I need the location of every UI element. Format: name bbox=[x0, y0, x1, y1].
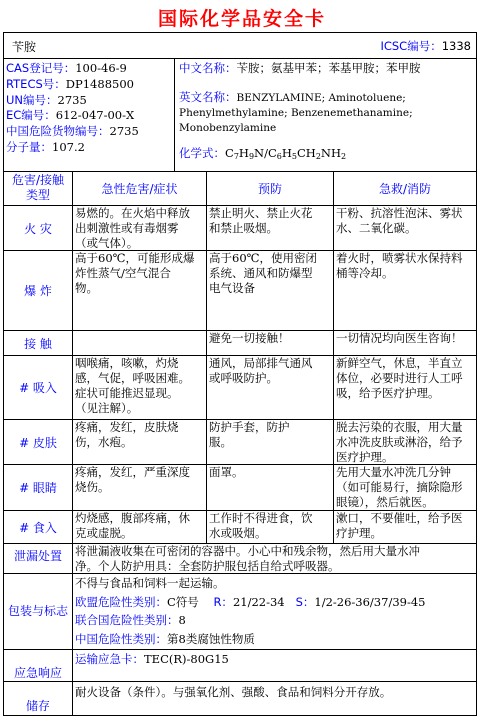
row-hazard-cell bbox=[75, 420, 205, 450]
en-name-line1: BENZYLAMINE; Aminotoluene; bbox=[236, 92, 406, 104]
cell-line: 体位，必要时进行人工呼 bbox=[336, 371, 463, 385]
eu-class-row bbox=[75, 593, 475, 612]
header-prevention: 预防 bbox=[257, 182, 282, 196]
s-value: 1/2-26-36/37/39-45 bbox=[314, 594, 426, 609]
identifier-value: 2735 bbox=[57, 92, 87, 107]
identifier-label: UN编号： bbox=[6, 92, 58, 107]
cell-line: 易燃的。在火焰中释放 bbox=[75, 206, 190, 220]
cell-line: 疗护理。 bbox=[336, 526, 382, 540]
row-prevention-cell bbox=[209, 465, 332, 480]
eu-class-label: 欧盟危险性类别： bbox=[75, 594, 167, 609]
cn-class-row bbox=[75, 630, 475, 649]
cell-line: 疼痛，发红，严重深度 bbox=[75, 465, 190, 479]
cell-line: 克或虚脱。 bbox=[75, 526, 133, 540]
un-class-row bbox=[75, 611, 475, 630]
cell-line: 水或吸烟。 bbox=[209, 526, 267, 540]
formula-subscript: 7 bbox=[233, 152, 239, 161]
s-label: S： bbox=[295, 594, 315, 609]
names-block bbox=[179, 61, 474, 164]
row-firstaid-cell bbox=[336, 511, 475, 541]
formula-part: NH bbox=[320, 146, 342, 160]
formula-part: H bbox=[238, 146, 249, 160]
leak-label: 泄漏处置 bbox=[13, 549, 62, 563]
cell-line: 一切情况均向医生咨询！ bbox=[336, 331, 463, 345]
icsc-number bbox=[380, 38, 471, 54]
formula-subscript: 2 bbox=[341, 152, 347, 161]
emergency-card-label: 运输应急卡： bbox=[75, 652, 144, 666]
cell-line: 水冲洗皮肤或淋浴，给予 bbox=[336, 435, 463, 449]
cell-line: 通风，局部排气通风 bbox=[209, 356, 313, 370]
row-type-label: 爆 炸 bbox=[24, 284, 52, 298]
en-name-line3: Monobenzylamine bbox=[179, 122, 277, 134]
cell-line: 服。 bbox=[209, 435, 232, 449]
divider bbox=[4, 681, 476, 682]
identifier-list bbox=[6, 61, 139, 156]
icsc-value: 1338 bbox=[441, 39, 471, 53]
icsc-label: ICSC编号： bbox=[380, 39, 442, 53]
cell-line: 禁止明火、禁止火花 bbox=[209, 206, 313, 220]
divider bbox=[4, 649, 476, 650]
identifier-label: CAS登记号： bbox=[6, 61, 76, 75]
divider bbox=[4, 58, 476, 59]
row-firstaid-cell bbox=[336, 465, 475, 510]
cell-line: 炸性蒸气/空气混合 bbox=[75, 266, 171, 280]
row-prevention-cell bbox=[209, 511, 332, 541]
cell-line: 新鲜空气，休息，半直立 bbox=[336, 356, 463, 370]
cell-line: 眼镜），然后就医。 bbox=[336, 495, 434, 509]
leak-text bbox=[75, 544, 475, 574]
identifier-row bbox=[6, 61, 139, 77]
safety-card bbox=[3, 32, 477, 716]
row-firstaid-cell bbox=[336, 206, 475, 236]
r-value: 21/22-34 bbox=[232, 594, 285, 609]
identifier-label: EC编号： bbox=[6, 108, 56, 123]
cell-line: 电气设备 bbox=[209, 281, 255, 295]
cell-line: 避免一切接触！ bbox=[209, 331, 290, 345]
formula-subscript: 2 bbox=[315, 152, 321, 161]
identifier-value: 100-46-9 bbox=[75, 61, 127, 75]
row-prevention-cell bbox=[209, 331, 332, 346]
identifier-row bbox=[6, 93, 139, 109]
eu-symbol: C符号 bbox=[167, 594, 199, 609]
identifier-value: 2735 bbox=[109, 124, 139, 139]
row-firstaid-cell bbox=[336, 251, 475, 281]
identifier-value: 107.2 bbox=[52, 139, 85, 154]
cell-line: 出刺激性或有毒烟雾 bbox=[75, 221, 179, 235]
cell-line: （见注解）。 bbox=[75, 401, 139, 415]
chemical-formula bbox=[225, 146, 346, 160]
cn-name-row bbox=[179, 61, 474, 76]
formula-part: H bbox=[281, 146, 292, 160]
cell-line: （如可能易行，摘除隐形 bbox=[336, 480, 463, 494]
identifier-value: 612-047-00-X bbox=[55, 108, 135, 123]
storage-text: 耐火设备（条件）。与强氧化剂、强酸、食品和饲料分开存放。 bbox=[75, 685, 392, 699]
divider bbox=[206, 172, 207, 543]
storage-label: 储存 bbox=[25, 699, 50, 713]
cell-line: 着火时，喷雾状水保持料 bbox=[336, 251, 463, 265]
identifier-row bbox=[6, 108, 139, 124]
cn-name-label: 中文名称： bbox=[179, 61, 237, 75]
identifier-label: 中国危险货物编号： bbox=[6, 124, 110, 139]
leak-line1: 将泄漏液收集在可密闭的容器中。小心中和残余物，然后用大量水冲 bbox=[75, 544, 420, 558]
cell-line: 灼烧感，腹部疼痛，休 bbox=[75, 511, 190, 525]
formula-label: 化学式： bbox=[179, 146, 225, 160]
identifier-label: 分子量： bbox=[6, 139, 52, 154]
cell-line: 脱去污染的衣服，用大量 bbox=[336, 420, 463, 434]
cell-line: 疼痛，发红，皮肤烧 bbox=[75, 420, 179, 434]
row-hazard-cell bbox=[75, 356, 205, 416]
divider bbox=[4, 171, 476, 172]
cell-line: 感，气促，呼吸困难。 bbox=[75, 371, 190, 385]
formula-subscript: 5 bbox=[291, 152, 297, 161]
row-type-label: 接 触 bbox=[24, 337, 52, 351]
cell-line: 工作时不得进食，饮 bbox=[209, 511, 313, 525]
header-firstaid: 急救/消防 bbox=[378, 182, 432, 196]
formula-subscript: 9 bbox=[248, 152, 255, 161]
identifier-label: RTECS号： bbox=[6, 76, 66, 91]
un-class-value: 8 bbox=[178, 613, 186, 627]
cell-line: 咽喉痛，咳嗽，灼烧 bbox=[75, 356, 179, 370]
formula-row bbox=[179, 146, 474, 164]
en-name-label: 英文名称： bbox=[179, 90, 237, 104]
packaging-text bbox=[75, 574, 475, 648]
row-prevention-cell bbox=[209, 420, 332, 450]
cell-line: 症状可能推迟显现。 bbox=[75, 386, 179, 400]
cn-class-value: 第8类腐蚀性物质 bbox=[167, 631, 255, 646]
row-firstaid-cell bbox=[336, 331, 475, 346]
row-type-label: # 食入 bbox=[19, 521, 57, 535]
cell-line: 医疗护理。 bbox=[336, 450, 394, 464]
formula-part: CH bbox=[297, 146, 316, 160]
row-hazard-cell bbox=[75, 511, 205, 541]
header-type bbox=[4, 173, 72, 203]
row-prevention-cell bbox=[209, 251, 332, 296]
emergency-text bbox=[75, 652, 475, 667]
identifier-value: DP1488500 bbox=[65, 76, 134, 91]
row-hazard-cell bbox=[75, 465, 205, 495]
cell-line: 高于60℃，可能形成爆 bbox=[75, 251, 195, 265]
cell-line: 伤，水疱。 bbox=[75, 435, 133, 449]
header-type-line1: 危害/接触 bbox=[11, 173, 65, 187]
formula-part: C bbox=[225, 146, 234, 160]
row-firstaid-cell bbox=[336, 356, 475, 401]
header-hazard: 急性危害/症状 bbox=[101, 182, 178, 196]
row-hazard-cell bbox=[75, 251, 205, 296]
divider bbox=[72, 543, 73, 715]
cell-line: 先用大量水冲洗几分钟 bbox=[336, 465, 451, 479]
packaging-line1: 不得与食品和饲料一起运输。 bbox=[75, 576, 225, 590]
emergency-card-value: TEC(R)-80G15 bbox=[144, 652, 229, 666]
row-type-label: # 吸入 bbox=[19, 381, 57, 395]
cell-line: 面罩。 bbox=[209, 465, 244, 479]
row-firstaid-cell bbox=[336, 420, 475, 465]
row-type-label: # 眼睛 bbox=[19, 481, 57, 495]
packaging-label: 包装与标志 bbox=[7, 604, 68, 618]
cell-line: 烧伤。 bbox=[75, 480, 110, 494]
chemical-name: 苄胺 bbox=[12, 40, 37, 54]
cell-line: 或呼吸防护。 bbox=[209, 371, 278, 385]
cell-line: 水、二氧化碳。 bbox=[336, 221, 417, 235]
cell-line: 防护手套，防护 bbox=[209, 420, 290, 434]
cell-line: 桶等冷却。 bbox=[336, 266, 394, 280]
en-name-line2: Phenylmethylamine; Benzenemethanamine; bbox=[179, 107, 413, 119]
cn-class-label: 中国危险性类别： bbox=[75, 631, 167, 646]
cell-line: （或气体）。 bbox=[75, 236, 139, 250]
identifier-row bbox=[6, 140, 139, 156]
divider bbox=[333, 172, 334, 543]
identifier-row bbox=[6, 77, 139, 93]
header-type-line2: 类型 bbox=[25, 188, 50, 202]
cell-line: 干粉、抗溶性泡沫、雾状 bbox=[336, 206, 463, 220]
formula-part: N/C bbox=[254, 146, 277, 160]
cell-line: 漱口，不要催吐，给予医 bbox=[336, 511, 463, 525]
r-label: R： bbox=[213, 594, 233, 609]
row-type-label: 火 灾 bbox=[24, 222, 52, 236]
divider bbox=[174, 59, 175, 171]
row-hazard-cell bbox=[75, 206, 205, 251]
cell-line: 和禁止吸烟。 bbox=[209, 221, 278, 235]
un-class-label: 联合国危险性类别： bbox=[75, 613, 179, 627]
row-prevention-cell bbox=[209, 206, 332, 236]
cn-name-value: 苄胺；氨基甲苯；苯基甲胺；苯甲胺 bbox=[236, 61, 421, 75]
leak-line2: 净。个人防护用具：全套防护服包括自给式呼吸器。 bbox=[75, 559, 340, 573]
cell-line: 吸，给予医疗护理。 bbox=[336, 386, 440, 400]
cell-line: 系统、通风和防爆型 bbox=[209, 266, 313, 280]
formula-subscript: 6 bbox=[276, 152, 282, 161]
row-type-label: # 皮肤 bbox=[19, 436, 57, 450]
cell-line: 物。 bbox=[75, 281, 98, 295]
en-name-row bbox=[179, 90, 474, 106]
card-title: 国际化学品安全卡 bbox=[157, 8, 326, 30]
cell-line: 高于60℃，使用密闭 bbox=[209, 251, 317, 265]
divider bbox=[72, 172, 73, 543]
emergency-label: 应急响应 bbox=[13, 666, 62, 680]
identifier-row bbox=[6, 124, 139, 140]
row-prevention-cell bbox=[209, 356, 332, 386]
